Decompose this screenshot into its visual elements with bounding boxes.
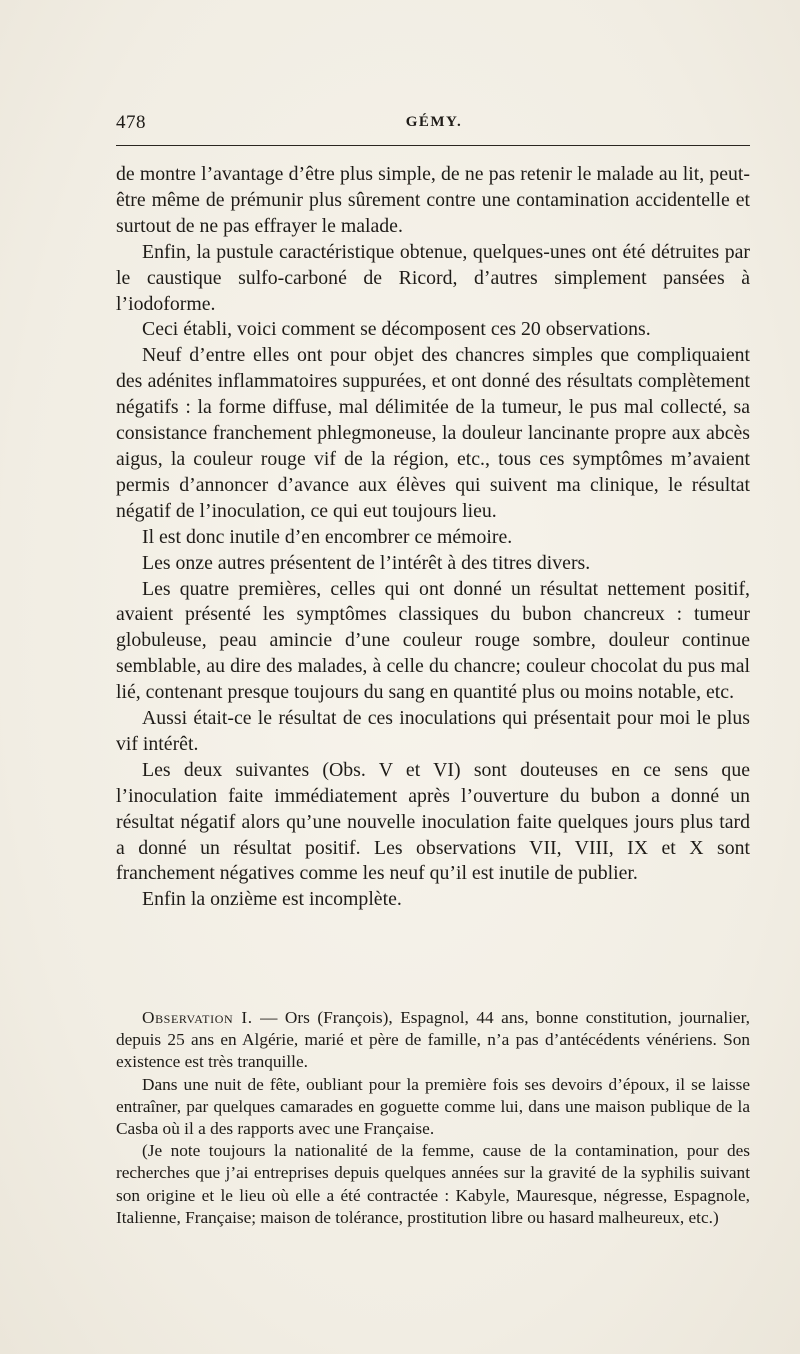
observation-paragraph: (Je note toujours la nationalité de la femme, cause de la contamination, pour des recherches que j’ai entreprises depuis quelques années sur la gravité de la syphilis suivant son origine et le lieu où elle a été contractée : Kabyle, Mauresque, négresse, Espagnole, Italienne, Française; maison de tolérance, prostitution libre ou hasard malheureux, etc.) xyxy=(116,1141,750,1227)
main-text xyxy=(116,162,750,913)
header-rule xyxy=(116,145,750,146)
page-number: 478 xyxy=(116,112,146,133)
paragraph: Enfin, la pustule caractéristique obtenue, quelques-unes ont été détruites par le caustique sulfo-carboné de Ricord, d’autres simplement pansées à l’iodoforme. xyxy=(116,240,750,315)
paragraph: Les onze autres présentent de l’intérêt à des titres divers. xyxy=(142,551,591,574)
paragraph: Il est donc inutile d’en encombrer ce mémoire. xyxy=(142,525,513,548)
paragraph: Enfin la onzième est incomplète. xyxy=(142,888,402,911)
paragraph: de montre l’avantage d’être plus simple, de ne pas retenir le malade au lit, peut-être même de prémunir plus sûrement contre une contamination accidentelle et surtout de ne pas effrayer le malade. xyxy=(116,163,750,237)
paragraph: Ceci établi, voici comment se décomposent ces 20 observations. xyxy=(142,318,651,341)
observation-intro xyxy=(116,1007,750,1074)
observation-block xyxy=(116,1007,750,1229)
running-head: GÉMY. xyxy=(405,114,463,130)
paragraph: Les quatre premières, celles qui ont donné un résultat nettement positif, avaient présenté les symptômes classiques du bubon chancreux : tumeur globuleuse, peau amincie d’une couleur rouge sombre, douleur continue semblable, au dire des malades, à celle du chancre; couleur chocolat du pus mal lié, contenant presque toujours du sang en quantité plus ou moins notable, etc. xyxy=(116,577,750,704)
observation-intro-text: — Ors (François), Espagnol, 44 ans, bonne constitution, journalier, depuis 25 ans en Algérie, marié et père de famille, n’a pas d’antécédents vénériens. Son existence est très tranquille. xyxy=(116,1008,750,1072)
observation-paragraph: Dans une nuit de fête, oubliant pour la première fois ses devoirs d’époux, il se laisse entraîner, par quelques camarades en goguette comme lui, dans une maison publique de la Casba où il a des rapports avec une Française. xyxy=(116,1074,750,1139)
paragraph: Les deux suivantes (Obs. V et VI) sont douteuses en ce sens que l’inoculation faite immédiatement après l’ouverture du bubon a donné un résultat négatif alors qu’une nouvelle inoculation faite quelques jours plus tard a donné un résultat positif. Les observations VII, VIII, IX et X sont franchement négatives comme les neuf qu’il est inutile de publier. xyxy=(116,758,750,885)
paragraph: Neuf d’entre elles ont pour objet des chancres simples que compliquaient des adénites inflammatoires suppurées, et ont donné des résultats complètement négatifs : la forme diffuse, mal délimitée de la tumeur, le pus mal collecté, sa consistance franchement phlegmoneuse, la douleur lancinante propre aux abcès aigus, la couleur rouge vif de la région, etc., tous ces symptômes m’avaient permis d’annoncer d’avance aux élèves qui suivent ma clinique, le résultat négatif de l’inoculation, ce qui eut toujours lieu. xyxy=(116,344,750,522)
observation-heading: Observation I. xyxy=(142,1008,253,1027)
paragraph: Aussi était-ce le résultat de ces inoculations qui présentait pour moi le plus vif intérêt. xyxy=(116,707,750,755)
page-header xyxy=(116,112,752,136)
